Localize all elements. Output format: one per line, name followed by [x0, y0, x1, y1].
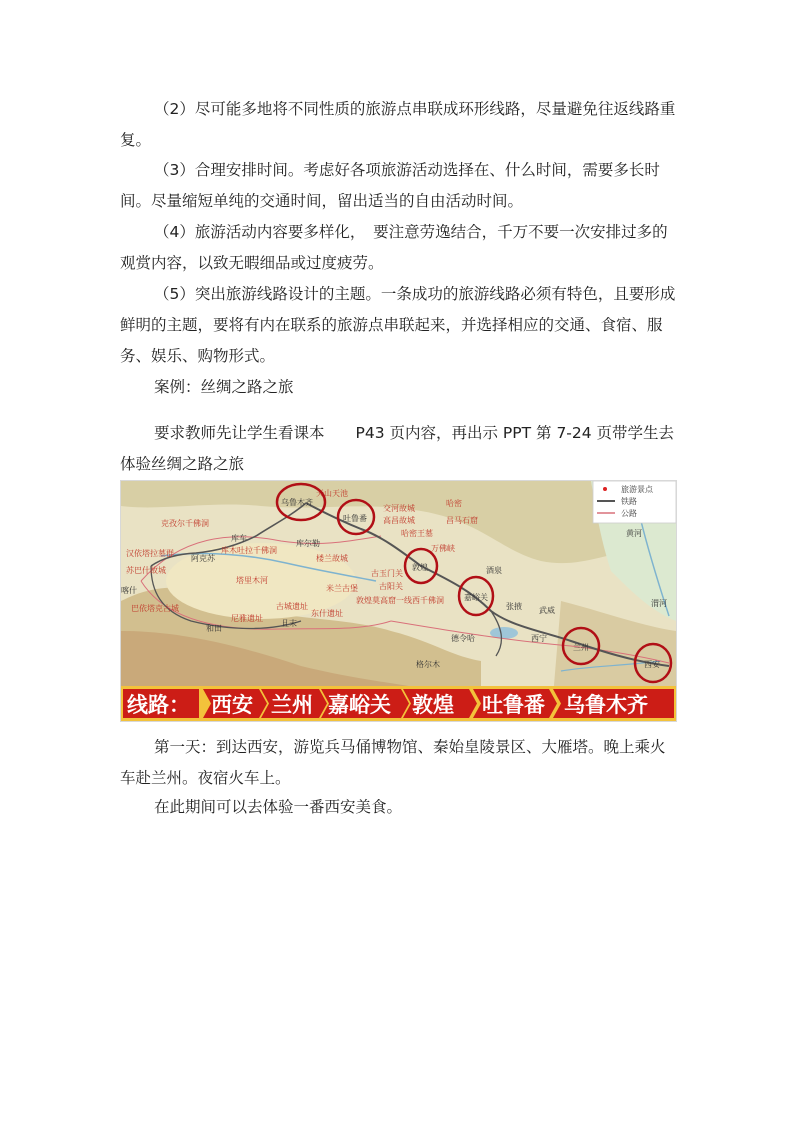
map-label: 库尔勒: [296, 539, 320, 548]
map-label: 苏巴什故城: [126, 566, 166, 575]
map-label: 格尔木: [416, 660, 440, 669]
map-label: 交河故城: [383, 504, 415, 513]
map-label: 高昌故城: [383, 516, 415, 525]
svg-text:乌鲁木齐: 乌鲁木齐: [281, 498, 313, 507]
paragraph-3: （3）合理安排时间。考虑好各项旅游活动选择在、什么时间，需要多长时间。尽量缩短单纯的交通时间，留出适当的自由活动时间。: [120, 161, 660, 210]
legend-road: 公路: [621, 509, 637, 518]
map-label: 克孜尔千佛洞: [161, 519, 209, 528]
svg-text:西安: 西安: [644, 660, 660, 669]
map-label: 德令哈: [451, 634, 475, 643]
map-label: 库木吐拉千佛洞: [221, 546, 277, 555]
map-label: 米兰古堡: [326, 584, 358, 593]
route-stop: 西安: [211, 693, 253, 717]
map-label: 库车: [231, 534, 247, 543]
teacher-requirement: 要求教师先让学生看课本 P43 页内容，再出示 PPT 第 7-24 页带学生去体验丝绸之路之旅: [120, 424, 675, 473]
map-label: 哈密: [446, 499, 462, 508]
map-label: 古阳关: [379, 582, 403, 591]
map-label: 楼兰故城: [316, 554, 348, 563]
map-label: 和田: [206, 624, 222, 633]
route-stop: 乌鲁木齐: [564, 693, 648, 717]
map-label: 汉依塔拉墓群: [126, 549, 174, 558]
svg-text:嘉峪关: 嘉峪关: [464, 593, 488, 602]
map-label: 黄河: [626, 529, 642, 538]
food-note: 在此期间可以去体验一番西安美食。: [154, 798, 403, 816]
route-label: 线路：: [127, 693, 190, 717]
paragraph-4: （4）旅游活动内容要多样化， 要注意劳逸结合，千万不要一次安排过多的观赏内容，以致无暇细品或过度疲劳。: [120, 223, 668, 272]
map-label: 巴依塔克古城: [131, 604, 179, 613]
map-label: 西宁: [531, 634, 547, 643]
route-banner: [121, 686, 676, 721]
paragraph-5: （5）突出旅游线路设计的主题。一条成功的旅游线路必须有特色，且要形成鲜明的主题，要将有内在联系的旅游点串联起来，并选择相应的交通、食宿、服务、娱乐、购物形式。: [120, 285, 676, 365]
map-label: 酒泉: [486, 566, 502, 575]
paragraph-2: （2）尽可能多地将不同性质的旅游点串联成环形线路，尽量避免往返线路重复。: [120, 100, 676, 149]
svg-text:敦煌: 敦煌: [412, 563, 428, 572]
route-stop: 嘉峪关: [328, 693, 391, 717]
route-stop: 吐鲁番: [482, 693, 545, 717]
map-label: 天山天池: [316, 489, 348, 498]
map-label: 喀什: [121, 586, 137, 595]
svg-text:兰州: 兰州: [573, 643, 589, 652]
map-label: 尼雅遗址: [231, 614, 263, 623]
map-label: 东什遗址: [311, 609, 343, 618]
silk-road-map: [120, 480, 677, 722]
legend-scenic: 旅游景点: [621, 485, 653, 494]
map-label: 古城遗址: [276, 602, 308, 611]
case-heading: 案例：丝绸之路之旅: [154, 378, 294, 396]
route-stop: 敦煌: [412, 693, 454, 717]
map-label: 哈密王墓: [401, 529, 433, 538]
legend-rail: 铁路: [621, 497, 637, 506]
day-one: 第一天：到达西安，游览兵马俑博物馆、秦始皇陵景区、大雁塔。晚上乘火车赴兰州。夜宿火车上。: [120, 738, 666, 787]
map-label: 敦煌莫高窟一线西千佛洞: [356, 596, 444, 605]
map-label: 张掖: [506, 602, 522, 611]
map-legend: [593, 481, 676, 523]
map-label: 古玉门关: [371, 569, 403, 578]
map-label: 塔里木河: [236, 576, 268, 585]
map-label: 且末: [281, 619, 297, 628]
map-label: 昌马石窟: [446, 516, 478, 525]
map-label: 万佛峡: [431, 544, 455, 553]
map-label: 渭河: [651, 599, 667, 608]
svg-text:吐鲁番: 吐鲁番: [343, 514, 367, 523]
map-label: 武威: [539, 606, 555, 615]
route-stop: 兰州: [271, 693, 313, 717]
map-label: 阿克苏: [191, 554, 215, 563]
